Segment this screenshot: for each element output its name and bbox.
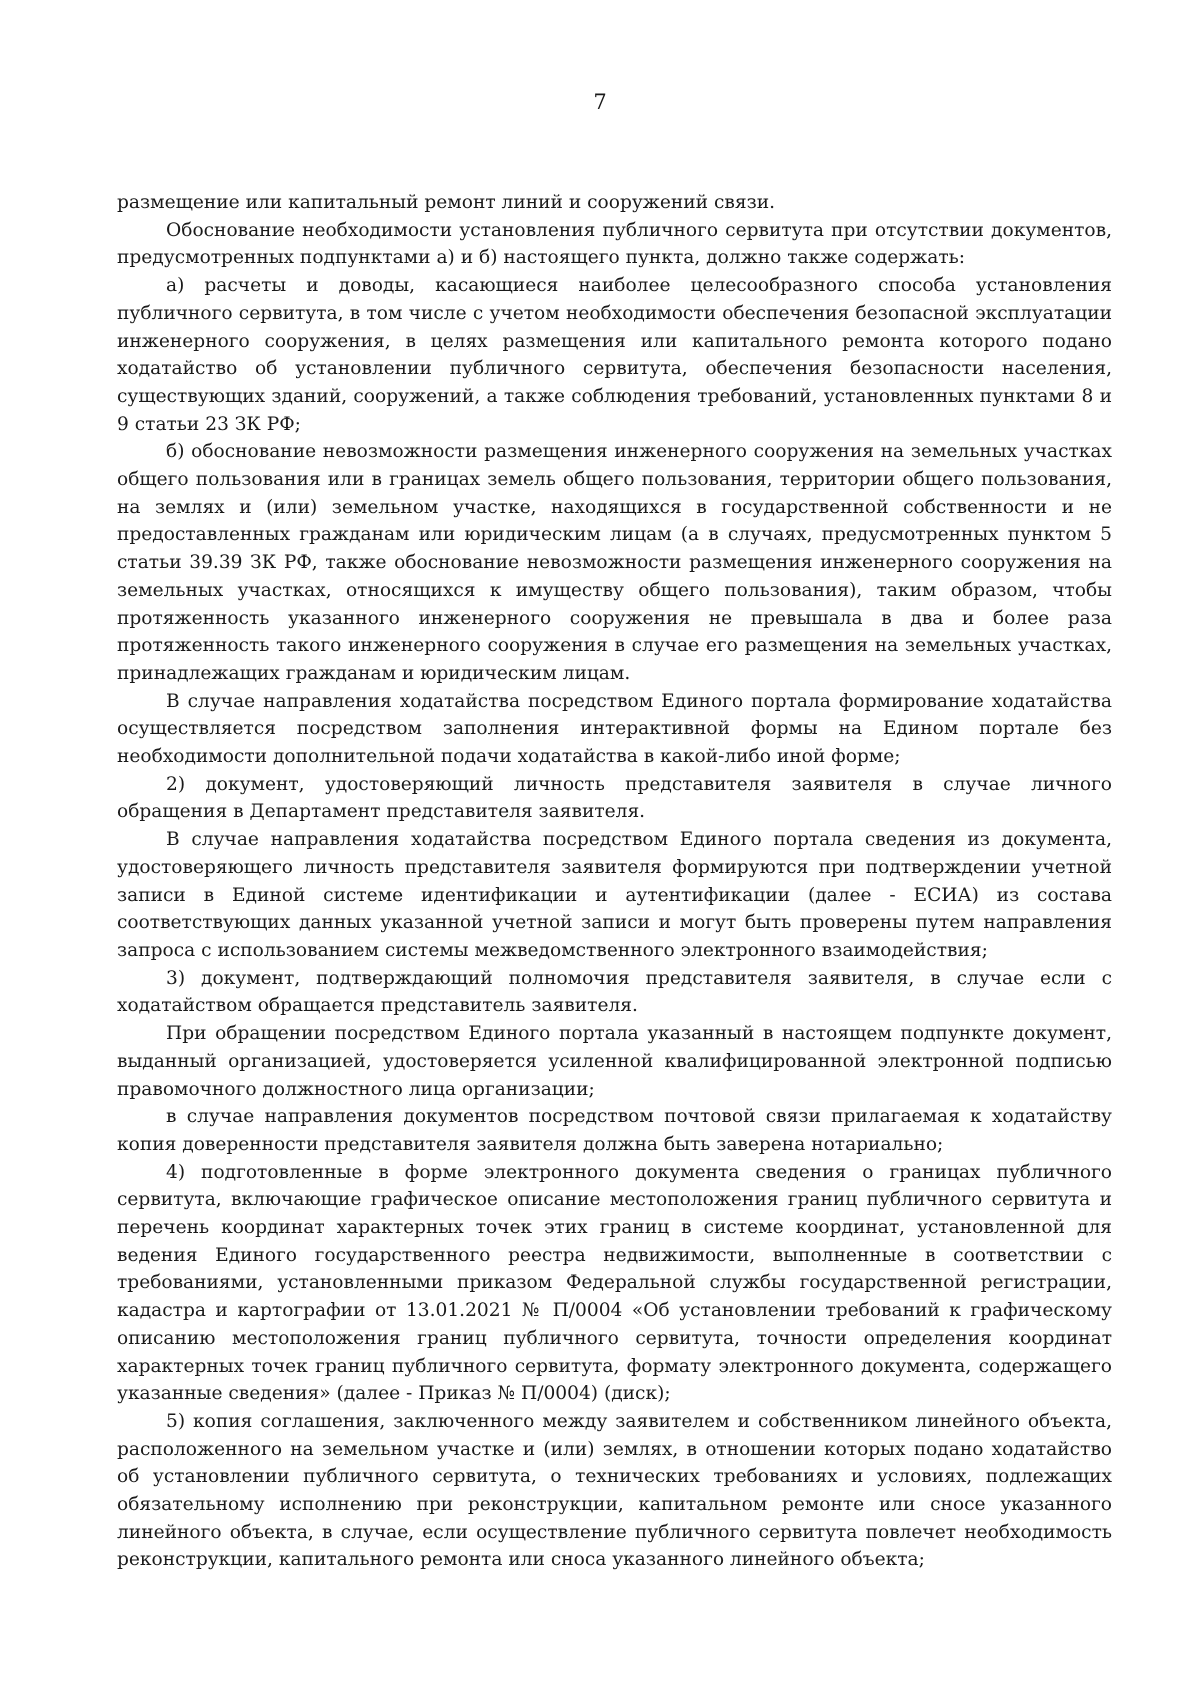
paragraph-item-5: 5) копия соглашения, заключенного между заявителем и собственником линейного объекта, расположенного на земельном участке и (или) землях, в отношении которых подано ходатайство об установлении публичного сервитута, о технических требованиях и условиях, подлежащих обязательному исполнению при реконструкции, капитальном ремонте или сносе указанного линейного объекта, в случае, если осуществление публичного сервитута повлечет необходимость реконструкции, капитального ремонта или сноса указанного линейного объекта; [117, 1410, 1112, 1571]
paragraph-item-3: 3) документ, подтверждающий полномочия представителя заявителя, в случае если с ходатайством обращается представитель заявителя. [117, 967, 1112, 1017]
paragraph-item-a: а) расчеты и доводы, касающиеся наиболее целесообразного способа установления публичного сервитута, в том числе с учетом необходимости обеспечения безопасной эксплуатации инженерного сооружения, в целях размещения или капитального ремонта которого подано ходатайство об установлении публичного сервитута, обеспечения безопасности населения, существующих зданий, сооружений, а также соблюдения требований, установленных пунктами 8 и 9 статьи 23 ЗК РФ; [117, 275, 1112, 435]
paragraph-portal-identity: В случае направления ходатайства посредством Единого портала сведения из документа, удостоверяющего личность представителя заявителя формируются при подтверждении учетной записи в Единой системе идентификации и аутентификации (далее - ЕСИА) из состава соответствующих данных указанной учетной записи и могут быть проверены путем направления запроса с использованием системы межведомственного электронного взаимодействия; [117, 829, 1112, 961]
paragraph-justification-intro: Обоснование необходимости установления публичного сервитута при отсутствии документов, предусмотренных подпунктами а) и б) настоящего пункта, должно также содержать: [117, 219, 1112, 269]
paragraph-item-2: 2) документ, удостоверяющий личность представителя заявителя в случае личного обращения в Департамент представителя заявителя. [117, 773, 1112, 823]
paragraph-item-4: 4) подготовленные в форме электронного документа сведения о границах публичного сервитута, включающие графическое описание местоположения границ публичного сервитута и перечень координат характерных точек этих границ в системе координат, установленной для ведения Единого государственного реестра недвижимости, выполненные в соответствии с требованиями, установленными приказом Федеральной службы государственной регистрации, кадастра и картографии от 13.01.2021 № П/0004 «Об установлении требований к графическому описанию местоположения границ публичного сервитута, точности определения координат характерных точек границ публичного сервитута, формату электронного документа, содержащего указанные сведения» (далее - Приказ № П/0004) (диск); [117, 1161, 1112, 1405]
page-number: 7 [593, 90, 607, 114]
paragraph-portal-petition: В случае направления ходатайства посредством Единого портала формирование ходатайства осуществляется посредством заполнения интерактивной формы на Едином портале без необходимости дополнительной подачи ходатайства в какой-либо иной форме; [117, 690, 1112, 768]
document-body [117, 189, 1112, 1574]
paragraph-portal-signature: При обращении посредством Единого портала указанный в настоящем подпункте документ, выданный организацией, удостоверяется усиленной квалифицированной электронной подписью правомочного должностного лица организации; [117, 1023, 1112, 1100]
paragraph-continuation: размещение или капитальный ремонт линий и сооружений связи. [117, 192, 776, 213]
paragraph-item-b: б) обоснование невозможности размещения инженерного сооружения на земельных участках общего пользования или в границах земель общего пользования, территории общего пользования, на землях и (или) земельном участке, находящихся в государственной собственности и не предоставленных гражданам или юридическим лицам (а в случаях, предусмотренных пунктом 5 статьи 39.39 ЗК РФ, также обоснование невозможности размещения инженерного сооружения на земельных участках, относящихся к имуществу общего пользования), таким образом, чтобы протяженность указанного инженерного сооружения не превышала в два и более раза протяженность такого инженерного сооружения в случае его размещения на земельных участках, принадлежащих гражданам и юридическим лицам. [117, 441, 1112, 684]
paragraph-postal-notary: в случае направления документов посредством почтовой связи прилагаемая к ходатайству копия доверенности представителя заявителя должна быть заверена нотариально; [117, 1106, 1112, 1155]
